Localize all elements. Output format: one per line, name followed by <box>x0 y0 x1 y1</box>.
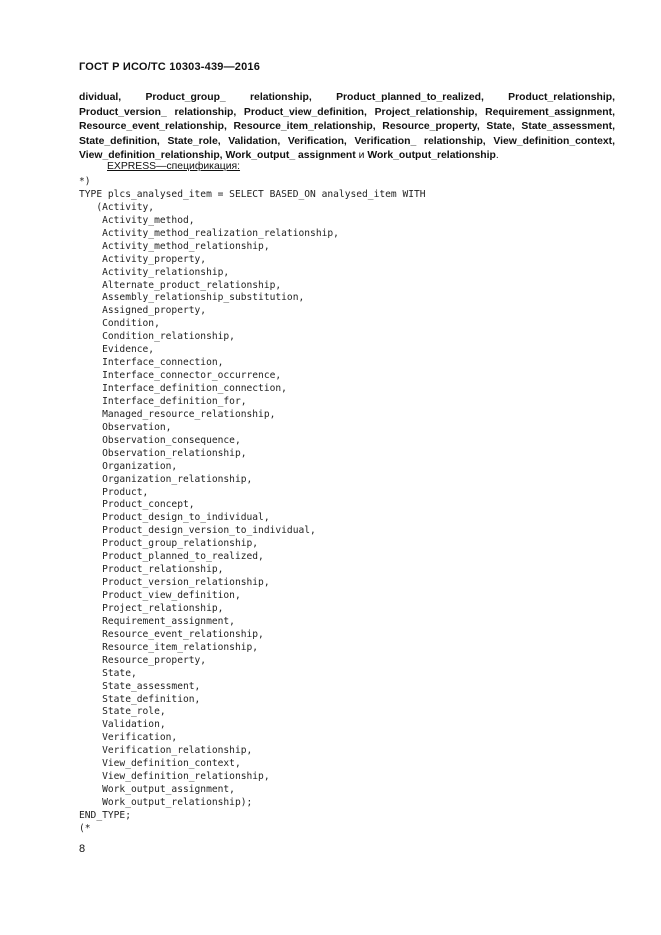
code-line: Resource_event_relationship, <box>79 628 264 640</box>
paragraph-last-item: Work_output_relationship <box>367 150 496 162</box>
page-number: 8 <box>79 843 86 855</box>
code-line: Observation_relationship, <box>79 447 247 459</box>
code-line: Product_relationship, <box>79 564 224 576</box>
code-line: Product, <box>79 486 149 498</box>
code-line: Requirement_assignment, <box>79 615 235 627</box>
code-line: (Activity, <box>79 201 155 213</box>
code-line: Organization_relationship, <box>79 473 253 485</box>
code-line: Observation, <box>79 421 172 433</box>
code-line: Resource_item_relationship, <box>79 641 259 653</box>
code-line: Work_output_assignment, <box>79 784 235 796</box>
code-line: Product_design_to_individual, <box>79 512 270 524</box>
code-line: Activity_method_realization_relationship, <box>79 227 339 239</box>
code-line: Verification, <box>79 732 178 744</box>
code-line: Product_design_version_to_individual, <box>79 525 316 537</box>
code-line: END_TYPE; <box>79 809 131 821</box>
code-line: Activity_relationship, <box>79 266 230 278</box>
code-line: Project_relationship, <box>79 602 224 614</box>
code-line: (* <box>79 822 91 834</box>
code-line: Activity_method, <box>79 214 195 226</box>
code-line: Organization, <box>79 460 178 472</box>
code-line: Evidence, <box>79 344 155 356</box>
code-line: Activity_method_relationship, <box>79 240 270 252</box>
code-line: State, <box>79 667 137 679</box>
code-line: *) <box>79 176 91 187</box>
body-paragraph <box>79 91 615 164</box>
paragraph-conjunction: и <box>355 150 368 162</box>
code-line: Alternate_product_relationship, <box>79 279 282 291</box>
document-header: ГОСТ Р ИСО/ТС 10303-439—2016 <box>79 61 261 73</box>
code-line: Assigned_property, <box>79 305 207 317</box>
code-line: Condition_relationship, <box>79 331 235 343</box>
code-line: Product_planned_to_realized, <box>79 551 264 563</box>
code-line: State_role, <box>79 706 166 718</box>
paragraph-main-text: dividual, Product_group_ relationship, Product_planned_to_realized, Product_relationship, Product_version_ relationship, Product_view_definition, Project_relationship, Requirement_assignment, Resource_event_relationship, Resource_item_relationship, Resource_property, State, State_assessment, State_definition, State_role, Validation, Verification, Verification_ relationship, View_definition_context, View_definition_relationship, Work_output_ assignment <box>79 92 615 162</box>
code-line: Product_concept, <box>79 499 195 511</box>
code-line: Interface_definition_connection, <box>79 383 287 394</box>
code-line: State_definition, <box>79 693 201 705</box>
code-line: Observation_consequence, <box>79 434 241 446</box>
code-line: View_definition_context, <box>79 758 241 770</box>
code-line: Resource_property, <box>79 654 207 666</box>
express-code-block <box>79 176 426 836</box>
code-line: Managed_resource_relationship, <box>79 408 276 420</box>
code-line: Verification_relationship, <box>79 745 253 757</box>
express-spec-label: EXPRESS—спецификация: <box>107 161 241 172</box>
code-line: TYPE plcs_analysed_item = SELECT BASED_ON analysed_item WITH <box>79 188 426 200</box>
code-line: Validation, <box>79 719 166 731</box>
paragraph-end-punct: . <box>495 150 499 162</box>
code-line: Interface_connector_occurrence, <box>79 370 282 382</box>
code-line: Product_version_relationship, <box>79 577 270 589</box>
code-line: Product_group_relationship, <box>79 538 259 550</box>
code-line: Work_output_relationship); <box>79 797 253 808</box>
code-line: Assembly_relationship_substitution, <box>79 292 305 304</box>
code-line: Condition, <box>79 318 160 330</box>
code-line: View_definition_relationship, <box>79 771 270 783</box>
code-line: Interface_definition_for, <box>79 395 247 407</box>
code-line: Activity_property, <box>79 253 207 265</box>
code-line: Product_view_definition, <box>79 590 241 601</box>
code-line: Interface_connection, <box>79 357 224 369</box>
code-line: State_assessment, <box>79 680 201 692</box>
